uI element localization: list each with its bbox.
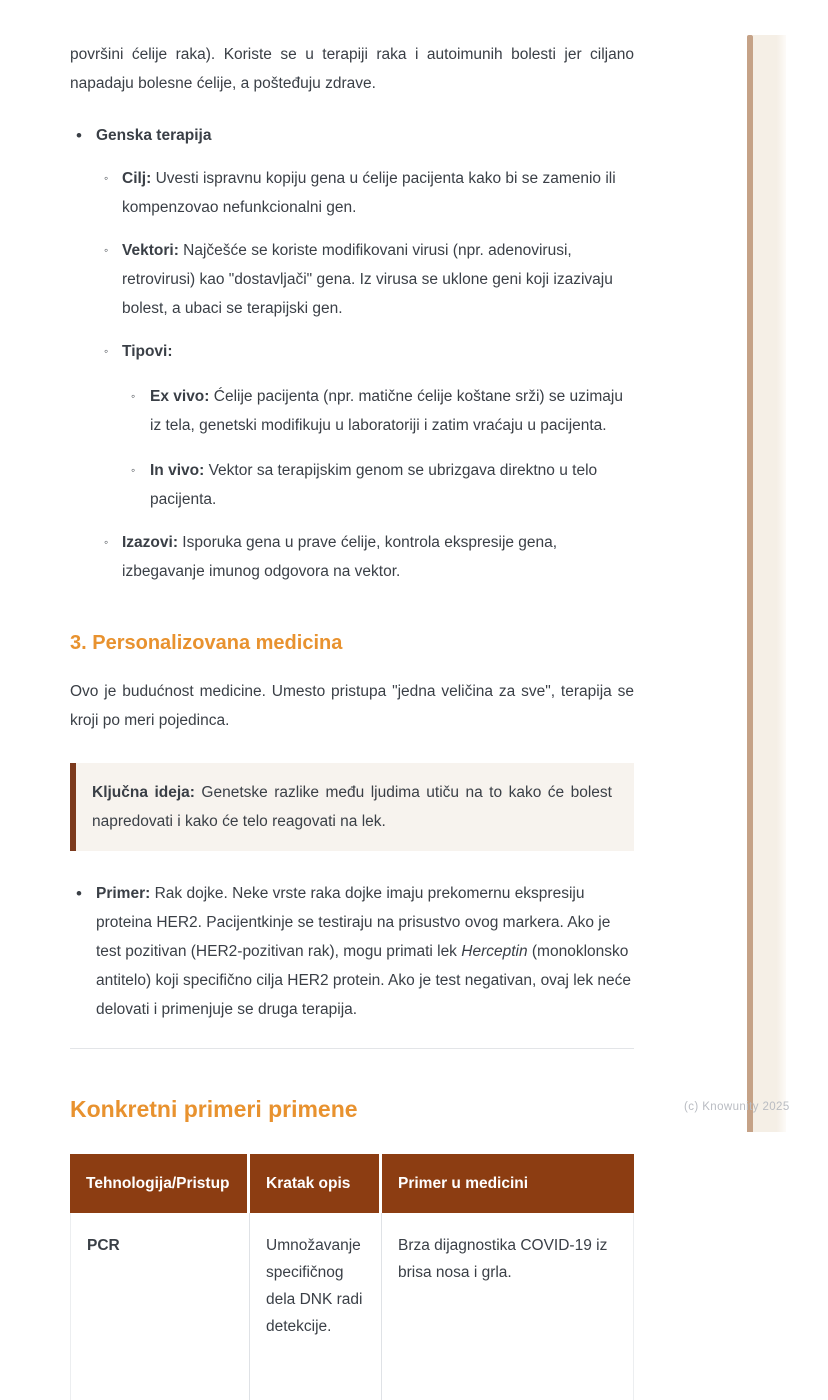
copyright-watermark: (c) Knowunity 2025	[684, 1101, 790, 1113]
open-circle-icon: ◦	[131, 389, 136, 403]
list-item-izazovi	[104, 528, 634, 586]
list-item-in-vivo	[131, 456, 634, 514]
item-label: Tipovi:	[122, 343, 173, 360]
list-item-cilj	[104, 164, 634, 222]
list-item-tipovi	[104, 337, 634, 366]
list-item-text	[150, 382, 634, 440]
list-item-text	[96, 879, 634, 1024]
open-circle-icon: ◦	[104, 344, 109, 358]
cell-example: Brza dijagnostika COVID-19 iz brisa nosa i grla.	[382, 1213, 634, 1400]
cell-description: Umnožavanje specifičnog dela DNK radi detekcije.	[250, 1213, 382, 1400]
cell-technology: PCR	[70, 1213, 250, 1400]
drug-name-italic: Herceptin	[461, 943, 528, 960]
open-circle-icon: ◦	[104, 171, 109, 185]
column-header-kratak-opis: Kratak opis	[250, 1154, 382, 1213]
list-item-primer	[76, 879, 634, 1024]
list-item-text	[122, 164, 634, 222]
list-item-ex-vivo	[131, 382, 634, 440]
list-item-text	[122, 528, 634, 586]
section3-paragraph: Ovo je budućnost medicine. Umesto pristupa "jedna veličina za sve", terapija se kroji po meri pojedinca.	[70, 683, 634, 729]
list-item-genska-terapija	[76, 121, 634, 150]
item-body-after: (monoklonsko antitelo) koji specifično cilja HER2 protein. Ako je test negativan, ovaj lek neće delovati i primenjuje se druga terapija.	[96, 943, 632, 1018]
callout-label: Ključna ideja:	[92, 784, 195, 801]
list-item-text	[150, 456, 634, 514]
intro-paragraph: površini ćelije raka). Koriste se u terapiji raka i autoimunih bolesti jer ciljano napadaju bolesne ćelije, a pošteđuju zdrave.	[70, 46, 634, 92]
bullet-icon: •	[76, 126, 82, 145]
examples-table	[70, 1154, 634, 1400]
item-body: Uvesti ispravnu kopiju gena u ćelije pacijenta kako bi se zamenio ili kompenzovao nefunkcionalni gen.	[122, 170, 616, 216]
item-body: Ćelije pacijenta (npr. matične ćelije koštane srži) se uzimaju iz tela, genetski modifikuju u laboratoriji i zatim vraćaju u pacijenta.	[150, 388, 623, 434]
callout-text: Genetske razlike među ljudima utiču na to kako će bolest napredovati i kako će telo reagovati na lek.	[92, 784, 612, 830]
item-label: Ex vivo:	[150, 388, 210, 405]
column-header-primer-u-medicini: Primer u medicini	[382, 1154, 634, 1213]
list-item-title: Genska terapija	[96, 127, 212, 144]
table-header-row	[70, 1154, 634, 1213]
item-label: Vektori:	[122, 242, 179, 259]
item-body-before: Rak dojke. Neke vrste raka dojke imaju prekomernu ekspresiju proteina HER2. Pacijentkinje se testiraju na prisustvo ovog markera. Ako je test pozitivan (HER2-pozitivan rak), mogu primati lek	[96, 885, 611, 960]
section-heading-personalizovana-medicina: 3. Personalizovana medicina	[70, 632, 343, 654]
open-circle-icon: ◦	[104, 243, 109, 257]
open-circle-icon: ◦	[104, 535, 109, 549]
gene-therapy-list	[70, 121, 634, 586]
section-divider	[70, 1048, 634, 1049]
item-label: Izazovi:	[122, 534, 178, 551]
item-label: Primer:	[96, 885, 151, 902]
item-body: Isporuka gena u prave ćelije, kontrola ekspresije gena, izbegavanje imunog odgovora na vektor.	[122, 534, 558, 580]
item-label: Cilj:	[122, 170, 152, 187]
key-idea-callout	[70, 763, 634, 851]
open-circle-icon: ◦	[131, 463, 136, 477]
item-label: In vivo:	[150, 462, 205, 479]
table-row	[70, 1213, 634, 1400]
item-body: Vektor sa terapijskim genom se ubrizgava direktno u telo pacijenta.	[150, 462, 598, 508]
section-heading-konkretni-primeri: Konkretni primeri primene	[70, 1096, 358, 1122]
column-header-tehnologija: Tehnologija/Pristup	[70, 1154, 250, 1213]
content-column	[70, 0, 634, 1400]
list-item-vektori	[104, 236, 634, 323]
item-body: Najčešće se koriste modifikovani virusi (npr. adenovirusi, retrovirusi) kao "dostavljači" gena. Iz virusa se uklone geni koji izazivaju bolest, a ubaci se terapijski gen.	[122, 242, 613, 317]
page-edge-panel	[753, 35, 786, 1132]
bullet-icon: •	[76, 884, 82, 903]
list-item-text	[122, 236, 634, 323]
